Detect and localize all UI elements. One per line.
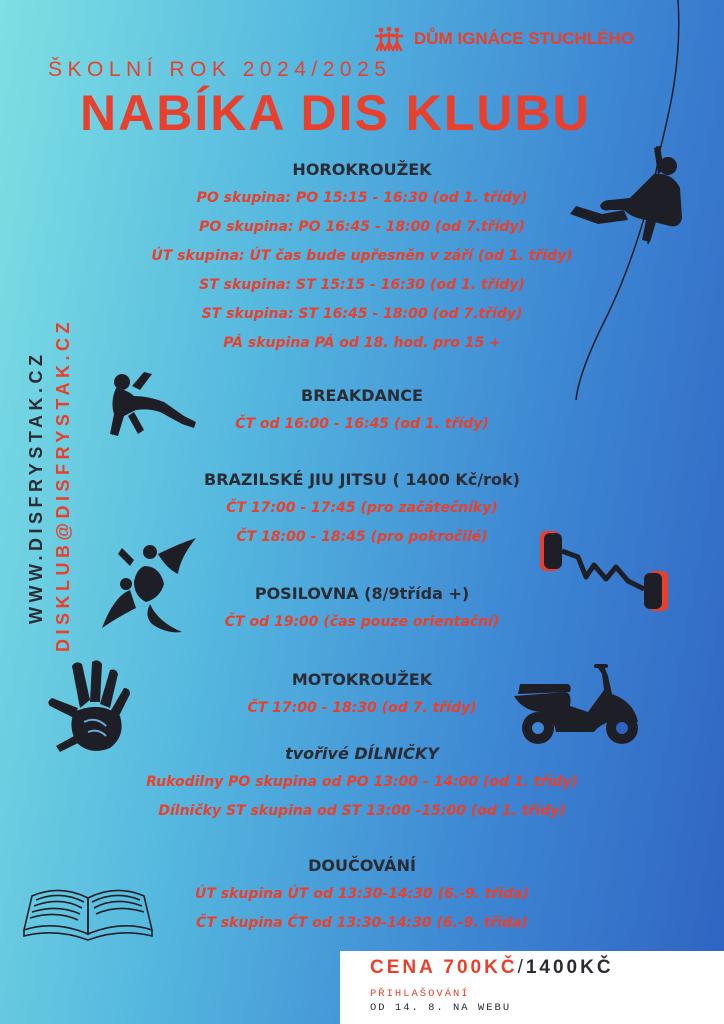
registration-info	[370, 987, 511, 1015]
schedule-line: ČT 17:00 - 18:30 (od 7. třídy)	[247, 700, 477, 716]
climber-icon	[562, 140, 692, 250]
price-box	[340, 951, 724, 1024]
schedule-line: Dílničky ST skupina od ST 13:00 -15:00 (od 1. třídy)	[158, 803, 566, 819]
page-title: NABÍKA DIS KLUBU	[80, 85, 591, 141]
section-title: BREAKDANCE	[301, 386, 423, 405]
section-title: POSILOVNA (8/9třída +)	[254, 584, 470, 603]
email-link[interactable]: DISKLUB@DISFRYSTAK.CZ	[53, 317, 73, 652]
barbell-icon	[532, 527, 672, 619]
section-title: tvořivé DÍLNIČKY	[285, 744, 439, 763]
section-title: BRAZILSKÉ JIU JITSU ( 1400 Kč/rok)	[204, 470, 520, 489]
section-title: DOUČOVÁNÍ	[308, 856, 416, 875]
registration-line1: PŘIHLAŠOVÁNÍ	[370, 988, 470, 1000]
section-title: MOTOKROUŽEK	[291, 670, 433, 689]
org-header	[374, 26, 634, 52]
schedule-line: ÚT skupina ÚT od 13:30-14:30 (6.-9. třída)	[194, 886, 530, 902]
section-title: HOROKROUŽEK	[292, 160, 432, 179]
people-logo-icon	[374, 26, 404, 52]
registration-line2: OD 14. 8. NA WEBU	[370, 1002, 512, 1014]
schedule-line: ČT 18:00 - 18:45 (pro pokročilé)	[236, 529, 488, 545]
org-name: DŮM IGNÁCE STUCHLÉHO	[414, 29, 635, 48]
website-link[interactable]: WWW.DISFRYSTAK.CZ	[26, 350, 46, 624]
schedule-line: ČT 17:00 - 17:45 (pro začátečníky)	[226, 500, 498, 516]
price-label: CENA 700KČ	[370, 957, 518, 978]
schedule-line: ČT od 19:00 (čas pouze orientační)	[224, 614, 500, 630]
schedule-line: ČT od 16:00 - 16:45 (od 1. třídy)	[235, 416, 489, 432]
schedule-line: ST skupina: ST 16:45 - 18:00 (od 7.třídy)	[201, 306, 523, 322]
schedule-line: PÁ skupina PÁ od 18. hod. pro 15 +	[223, 335, 501, 351]
schedule-line: ST skupina: ST 15:15 - 16:30 (od 1. třídy)	[199, 277, 525, 293]
book-icon	[20, 882, 156, 944]
price-alt: 1400KČ	[525, 957, 614, 978]
judo-icon	[100, 538, 200, 646]
schedule-line: ÚT skupina: ÚT čas bude upřesněn v září (od 1. třídy)	[151, 248, 573, 264]
schedule-line: PO skupina: PO 15:15 - 16:30 (od 1. třídy)	[196, 190, 528, 206]
schedule-line: PO skupina: PO 16:45 - 18:00 (od 7.třídy)	[199, 219, 525, 235]
price-text	[370, 957, 614, 979]
school-year: ŠKOLNÍ ROK 2024/2025	[48, 58, 392, 81]
schedule-line: Rukodilny PO skupina od PO 13:00 - 14:00 (od 1. třídy)	[146, 774, 578, 790]
breakdancer-icon	[104, 368, 199, 443]
hand-icon	[40, 660, 134, 760]
price-separator: /	[517, 957, 526, 978]
schedule-line: ČT skupina ČT od 13:30-14:30 (6.-9. třída)	[196, 915, 528, 931]
scooter-icon	[510, 662, 648, 752]
